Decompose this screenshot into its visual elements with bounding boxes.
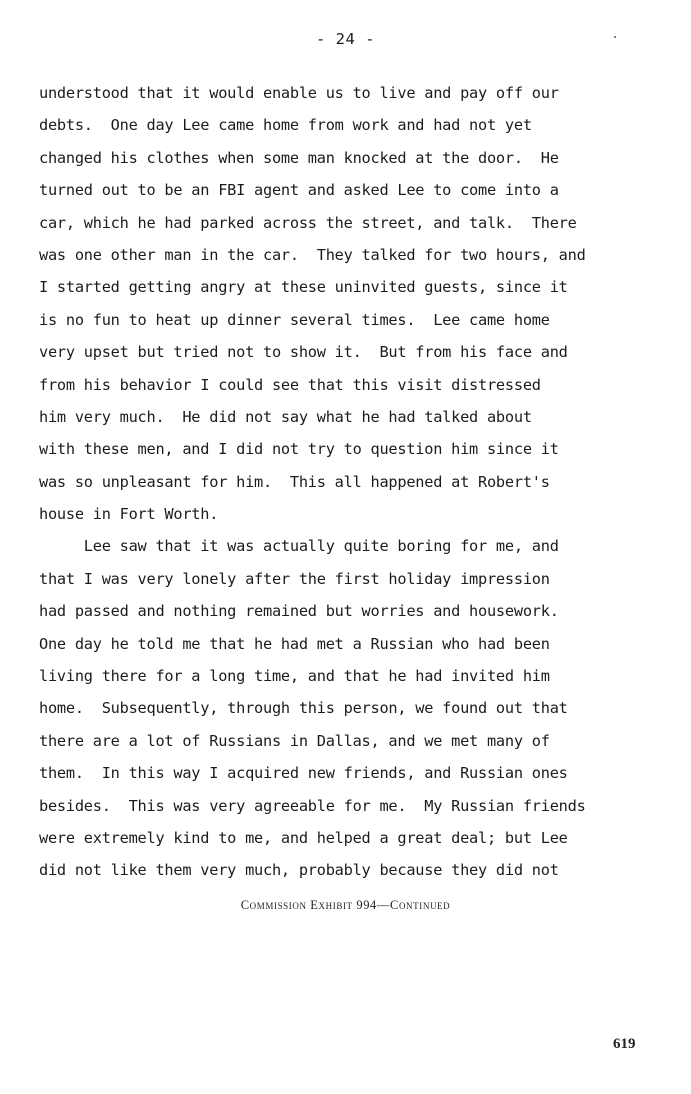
text-line: very upset but tried not to show it. But from his face and [39, 343, 568, 362]
text-line: besides. This was very agreeable for me. My Russian friends [39, 796, 586, 815]
text-line: changed his clothes when some man knocked at the door. He [39, 148, 559, 167]
text-line: car, which he had parked across the street, and talk. There [39, 213, 577, 232]
text-line: had passed and nothing remained but worries and housework. [39, 602, 559, 621]
text-line: One day he told me that he had met a Russian who had been [39, 634, 550, 653]
text-line: him very much. He did not say what he had talked about [39, 407, 532, 426]
page-number: 619 [613, 1036, 636, 1052]
text-line: turned out to be an FBI agent and asked Lee to come into a [39, 181, 559, 200]
text-line: with these men, and I did not try to question him since it [39, 440, 559, 459]
text-line: debts. One day Lee came home from work and had not yet [39, 116, 532, 135]
scan-speck [614, 36, 616, 38]
text-line: understood that it would enable us to live and pay off our [39, 84, 559, 102]
page-marker: - 24 - [316, 30, 375, 48]
text-line: that I was very lonely after the first holiday impression [39, 569, 550, 588]
text-line: I started getting angry at these uninvited guests, since it [39, 278, 568, 297]
text-line: home. Subsequently, through this person, we found out that [39, 699, 568, 718]
text-line: did not like them very much, probably because they did not [39, 861, 559, 880]
text-line: were extremely kind to me, and helped a great deal; but Lee [39, 828, 568, 847]
text-line: is no fun to heat up dinner several times. Lee came home [39, 310, 550, 329]
text-line: house in Fort Worth. [39, 505, 219, 524]
text-line: them. In this way I acquired new friends, and Russian ones [39, 764, 568, 783]
text-line: there are a lot of Russians in Dallas, and we met many of [39, 731, 550, 750]
text-line: from his behavior I could see that this visit distressed [39, 375, 541, 394]
body-text [39, 77, 679, 887]
text-line: living there for a long time, and that he had invited him [39, 667, 550, 686]
text-line: Lee saw that it was actually quite boring for me, and [39, 537, 559, 556]
text-line: was one other man in the car. They talked for two hours, and [39, 245, 586, 264]
text-line: was so unpleasant for him. This all happened at Robert's [39, 472, 550, 491]
exhibit-caption: Commission Exhibit 994—Continued [240, 898, 451, 912]
